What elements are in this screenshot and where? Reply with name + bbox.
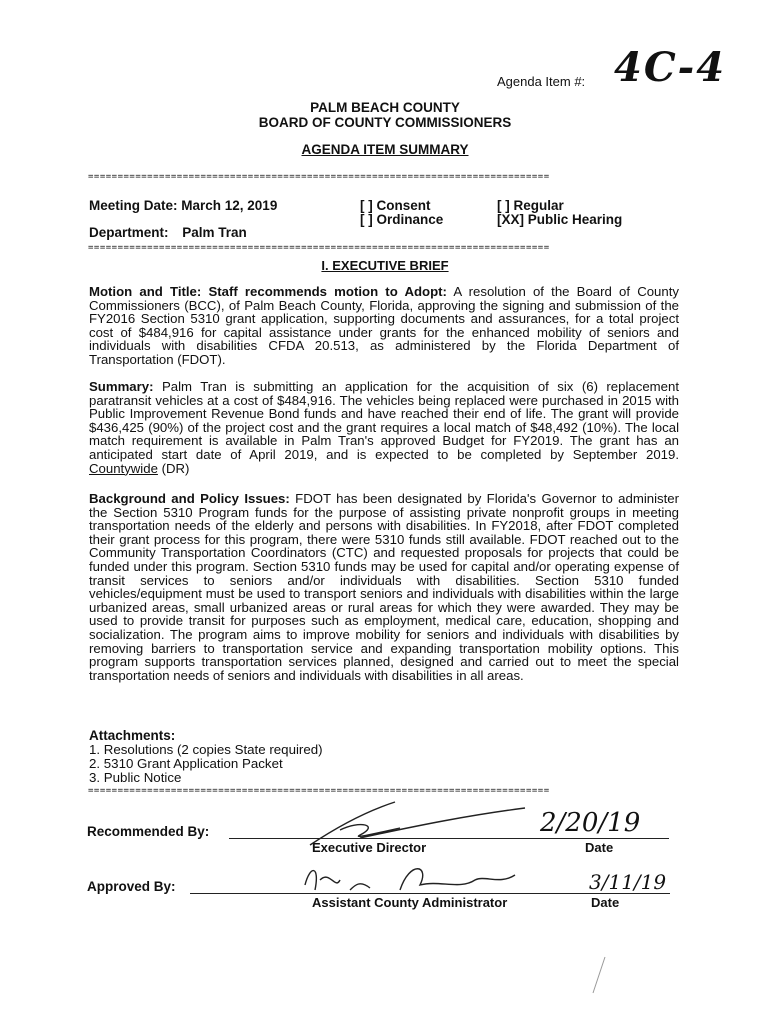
motion-text: A resolution of the Board of County Commissioners (BCC), of Palm Beach County, Florida, approving the signing and submission of the FY2016 Section 5310 grant application, supporting documents and assurances, for a total project cost of $484,916 for capital assistance under grants for the enhanced mobility of seniors and individuals with disabilities CFDA 20.513, as administered by the Florida Department of Transportation (FDOT). <box>89 284 679 367</box>
summary-district: Countywide <box>89 460 158 476</box>
approved-by-label: Approved By: <box>87 879 176 894</box>
approved-role: Assistant County Administrator <box>312 895 508 910</box>
divider-rule: ============================================================================== <box>88 172 550 182</box>
assistant-administrator-signature <box>300 860 530 900</box>
section-title: I. EXECUTIVE BRIEF <box>321 258 449 273</box>
agenda-item-label: Agenda Item #: <box>497 74 586 89</box>
meeting-date: Meeting Date: March 12, 2019 <box>89 198 278 213</box>
attachment-item: 1. Resolutions (2 copies State required) <box>89 742 323 757</box>
county-name: PALM BEACH COUNTY <box>310 100 460 115</box>
summary-text: Palm Tran is submitting an application for the acquisition of six (6) replacement paratransit vehicles at a cost of $484,916. The vehicles being replaced were purchased in 2015 with Public Improvement Revenue Bond funds and have reached their end of life. The grant will provide $436,425 (90%) of the project cost and the grant requires a local match of $48,492 (10%). The local match requirement is available in Palm Tran's approved Budget for FY2019. The grant has an anticipated start date of April 2019, and is expected to be completed by September 2019. <box>89 379 679 462</box>
agenda-item-number: 4C-4 <box>614 44 727 91</box>
approved-date-label: Date <box>591 895 620 910</box>
recommended-date-handwritten: 2/20/19 <box>540 808 641 838</box>
attachments-label: Attachments: <box>89 728 176 743</box>
summary-initials: (DR) <box>161 460 190 476</box>
stray-pen-mark <box>590 955 610 995</box>
approved-date-handwritten: 3/11/19 <box>589 870 667 894</box>
summary-label: Summary: <box>89 379 154 394</box>
background-text: FDOT has been designated by Florida's Governor to administer the Section 5310 Program funds for the purpose of assisting private nonprofit groups in meeting transportation needs of the elderly and persons with disabilities. In FY2018, after FDOT completed their grant process for this program, there were 5310 funds still available. FDOT reached out to the Community Transportation Coordinators (CTC) and requested proposals for projects that could be funded under this program. Section 5310 funds may be used for capital and/or operating expense of transit services to seniors and/or individuals with disabilities. Section 5310 funded vehicles/equipment must be used to transport seniors and individuals with disabilities within the large urbanized areas, small urbanized areas or rural areas for which they were awarded. They may be used to provide transit for purposes such as employment, medical care, education, shopping and socialization. The program aims to improve mobility for seniors and individuals with disabilities by removing barriers to transportation service and expanding transportation mobility options. This program supports transportation services planned, designed and carried out to meet the special transportation needs of seniors and individuals with disabilities in all areas. <box>89 491 680 683</box>
department-value: Palm Tran <box>182 225 247 240</box>
department-label <box>89 225 247 240</box>
divider-rule-3: ============================================================================== <box>88 786 550 796</box>
recommended-by-label: Recommended By: <box>87 824 210 839</box>
background-paragraph <box>89 492 679 682</box>
attachment-item: 2. 5310 Grant Application Packet <box>89 755 283 771</box>
attachment-item: 3. Public Notice <box>89 769 182 785</box>
motion-paragraph <box>89 285 679 367</box>
consent-checkbox: [ ] Consent <box>360 198 431 213</box>
public-hearing-checkbox: [XX] Public Hearing <box>497 212 623 227</box>
department-label-text: Department: <box>89 225 169 240</box>
attachments-list <box>89 743 323 784</box>
recommended-role: Executive Director <box>312 840 427 855</box>
board-name: BOARD OF COUNTY COMMISSIONERS <box>258 115 512 130</box>
divider-rule-2: ============================================================================== <box>88 243 550 253</box>
recommended-date-label: Date <box>585 840 614 855</box>
regular-checkbox: [ ] Regular <box>497 198 564 213</box>
ordinance-checkbox: [ ] Ordinance <box>360 212 444 227</box>
summary-paragraph <box>89 380 679 475</box>
executive-director-signature <box>300 800 530 850</box>
summary-title: AGENDA ITEM SUMMARY <box>301 142 469 157</box>
motion-label: Motion and Title: Staff recommends motion to Adopt: <box>89 284 447 299</box>
background-label: Background and Policy Issues: <box>89 491 290 506</box>
